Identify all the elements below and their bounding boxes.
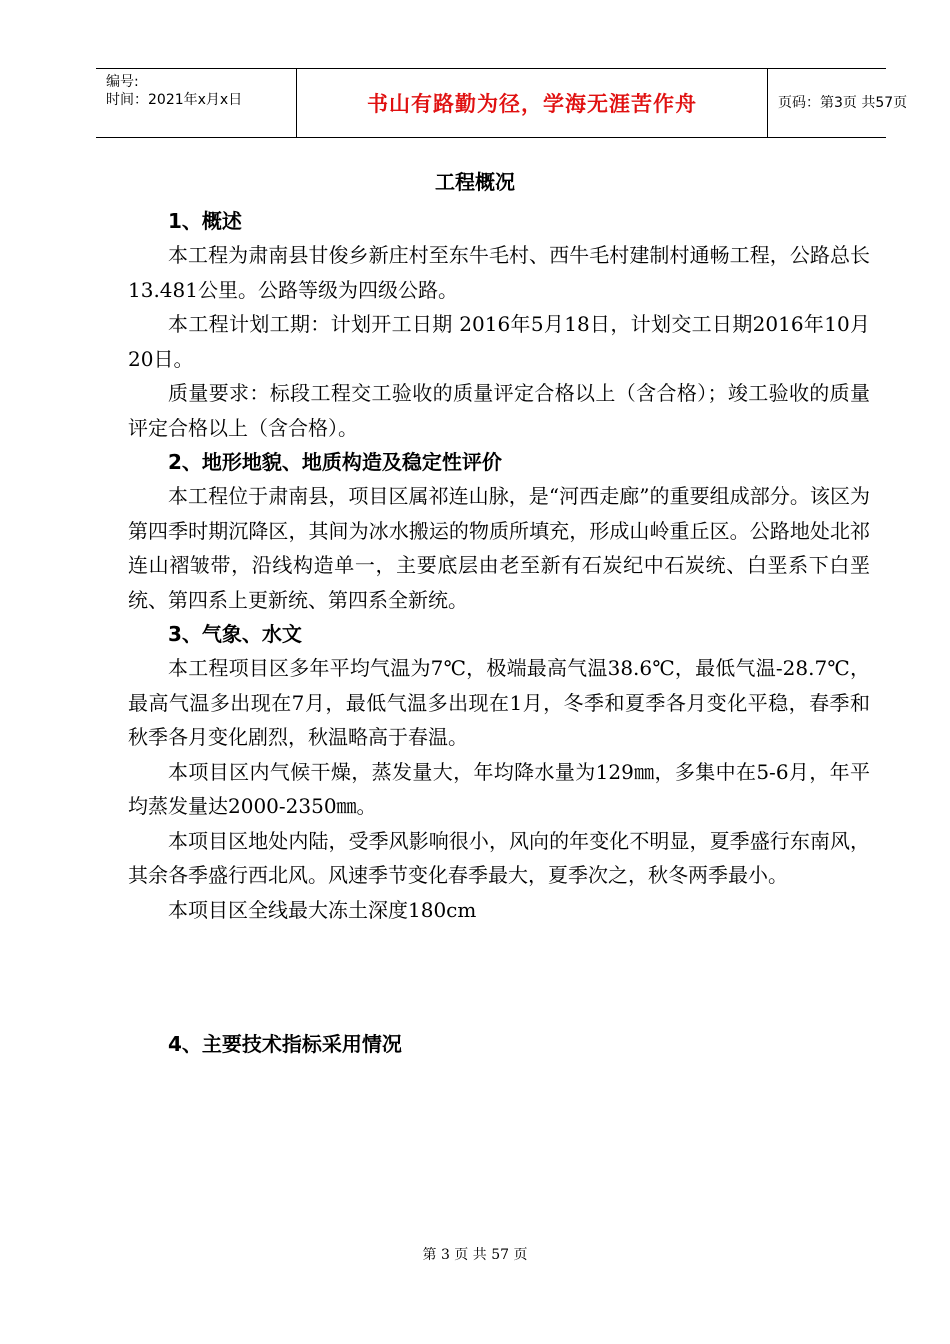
header-left-cell: [96, 69, 296, 137]
paragraph: 本工程项目区多年平均气温为7℃，极端最高气温38.6℃，最低气温-28.7℃，最高气温多出现在7月，最低气温多出现在1月，冬季和夏季各月变化平稳，春季和秋季各月变化剧烈，秋温略高于春温。: [128, 656, 870, 749]
paragraph: 本工程为肃南县甘俊乡新庄村至东牛毛村、西牛毛村建制村通畅工程，公路总长13.481公里。公路等级为四级公路。: [128, 243, 870, 302]
paragraph: 本项目区地处内陆，受季风影响很小，风向的年变化不明显，夏季盛行东南风，其余各季盛行西北风。风速季节变化春季最大，夏季次之，秋冬两季最小。: [128, 828, 870, 887]
paragraph: 本工程位于肃南县，项目区属祁连山脉，是“河西走廊”的重要组成部分。该区为第四季时期沉降区，其间为冰水搬运的物质所填充，形成山岭重丘区。公路地处北祁连山褶皱带，沿线构造单一，主要底层由老至新有石炭纪中石炭统、白垩系下白垩统、第四系上更新统、第四系全新统。: [128, 484, 870, 612]
document-title: 工程概况: [435, 170, 515, 194]
document-number-label: 编号:: [106, 74, 139, 90]
page-header: [96, 68, 908, 138]
section-heading: 3、气象、水文: [168, 622, 302, 646]
section-heading: 2、地形地貌、地质构造及稳定性评价: [168, 450, 502, 474]
header-right-cell: [768, 69, 908, 137]
document-body: [128, 204, 870, 1061]
paragraph: 本项目区全线最大冻土深度180cm: [168, 897, 477, 922]
header-page-label: 页码：第3页 共57页: [778, 95, 908, 111]
paragraph: 本工程计划工期：计划开工日期 2016年5月18日，计划交工日期2016年10月20日。: [128, 312, 870, 371]
header-middle-cell: [296, 69, 768, 137]
paragraph: 质量要求：标段工程交工验收的质量评定合格以上（含合格）；竣工验收的质量评定合格以上（含合格）。: [128, 381, 870, 440]
blank-space: [128, 927, 870, 1027]
header-motto: 书山有路勤为径，学海无涯苦作舟: [367, 92, 697, 116]
page-footer: 第 3 页 共 57 页: [422, 1247, 528, 1263]
section-heading: 1、概述: [168, 209, 242, 233]
document-time-label: 时间：2021年x月x日: [106, 92, 243, 108]
paragraph: 本项目区内气候干燥，蒸发量大，年均降水量为129㎜，多集中在5-6月，年平均蒸发量达2000-2350㎜。: [128, 759, 870, 818]
section-heading: 4、主要技术指标采用情况: [168, 1032, 402, 1056]
